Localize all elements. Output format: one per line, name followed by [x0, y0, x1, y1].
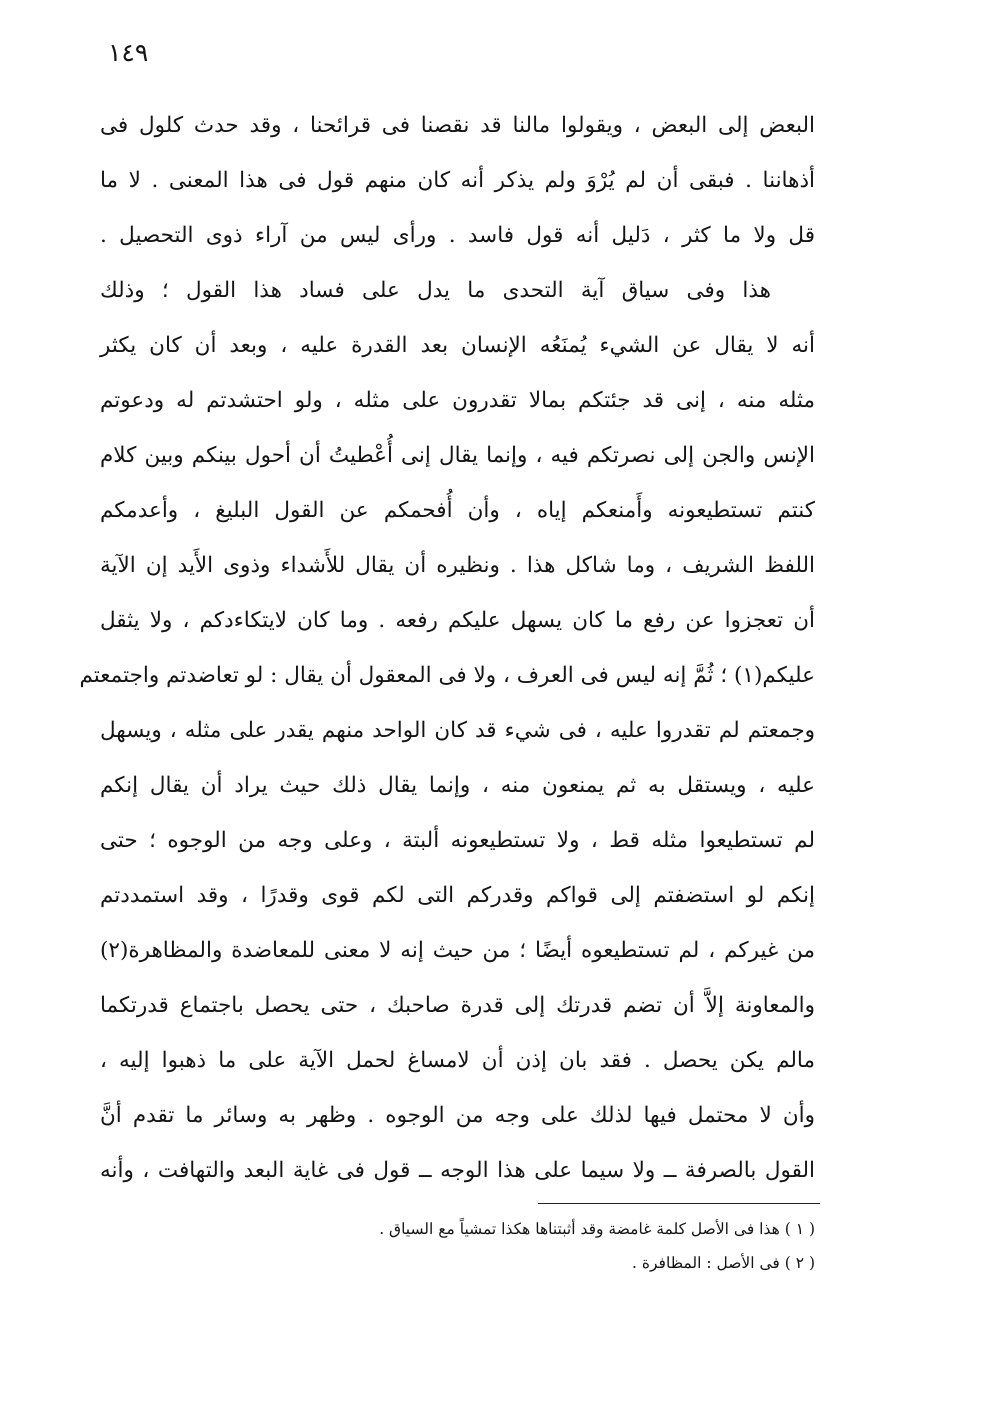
- footnote-1: ( ١ ) هذا فى الأصل كلمة غامضة وقد أثبتناها هكذا تمشياً مع السياق .: [379, 1220, 815, 1238]
- text-line: عليه ، ويستقل به ثم يمنعون منه ، وإنما يقال ذلك حيث يراد أن يقال إنكم: [100, 773, 815, 798]
- text-line: وأن لا محتمل فيها لذلك على وجه من الوجوه . وظهر به وسائر ما تقدم أنَّ: [100, 1103, 815, 1128]
- text-line: مالم يكن يحصل . فقد بان إذن أن لامساغ لحمل الآية على ما ذهبوا إليه ،: [100, 1048, 815, 1073]
- text-line: أذهاننا . فبقى أن لم يُرْوَ ولم يذكر أنه كان منهم قول فى هذا المعنى . لا ما: [100, 168, 815, 193]
- text-line: الإنس والجن إلى نصرتكم فيه ، وإنما يقال إنى أُعْطيتُ أن أحول بينكم وبين كلام: [100, 443, 815, 468]
- text-line: والمعاونة إلاَّ أن تضم قدرتك إلى قدرة صاحبك ، حتى يحصل باجتماع قدرتكما: [100, 993, 815, 1018]
- text-line: أن تعجزوا عن رفع ما كان يسهل عليكم رفعه . وما كان لايتكاءدكم ، ولا يثقل: [100, 608, 815, 633]
- footnote-divider: [538, 1203, 820, 1204]
- text-line: عليكم(١) ؛ ثُمَّ إنه ليس فى العرف ، ولا فى المعقول أن يقال : لو تعاضدتم واجتمعتم: [79, 663, 815, 688]
- page-number: ١٤٩: [108, 38, 149, 67]
- text-line: لم تستطيعوا مثله قط ، ولا تستطيعونه ألبتة ، وعلى وجه من الوجوه ؛ حتى: [100, 828, 815, 853]
- footnote-2: ( ٢ ) فى الأصل : المظافرة .: [632, 1254, 815, 1272]
- text-line: البعض إلى البعض ، ويقولوا مالنا قد نقصنا فى قرائحنا ، وقد حدث كلول فى: [100, 113, 815, 138]
- text-line: إنكم لو استضفتم إلى قواكم وقدركم التى لكم قوى وقدرًا ، وقد استمددتم: [100, 883, 815, 908]
- body-text: [79, 98, 815, 1198]
- text-line: قل ولا ما كثر ، دَليل أنه قول فاسد . ورأى ليس من آراء ذوى التحصيل .: [100, 223, 815, 248]
- text-line: كنتم تستطيعونه وأَمنعكم إياه ، وأن أُفحمكم عن القول البليغ ، وأعدمكم: [100, 498, 815, 523]
- text-line: أنه لا يقال عن الشيء يُمنَعُه الإنسان بعد القدرة عليه ، وبعد أن كان يكثر: [100, 333, 815, 358]
- text-line: وجمعتم لم تقدروا عليه ، فى شيء قد كان الواحد منهم يقدر على مثله ، ويسهل: [100, 718, 815, 743]
- text-line: اللفظ الشريف ، وما شاكل هذا . ونظيره أن يقال للأَشداء وذوى الأَيد إن الآية: [100, 553, 815, 578]
- text-line: القول بالصرفة ــ ولا سيما على هذا الوجه ــ قول فى غاية البعد والتهافت ، وأنه: [100, 1158, 815, 1183]
- text-line: هذا وفى سياق آية التحدى ما يدل على فساد هذا القول ؛ وذلك: [100, 278, 771, 303]
- text-line: من غيركم ، لم تستطيعوه أيضًا ؛ من حيث إنه لا معنى للمعاضدة والمظاهرة(٢): [100, 938, 815, 963]
- text-line: مثله منه ، إنى قد جئتكم بمالا تقدرون على مثله ، ولو احتشدتم له ودعوتم: [100, 388, 815, 413]
- footnotes: [300, 1212, 815, 1280]
